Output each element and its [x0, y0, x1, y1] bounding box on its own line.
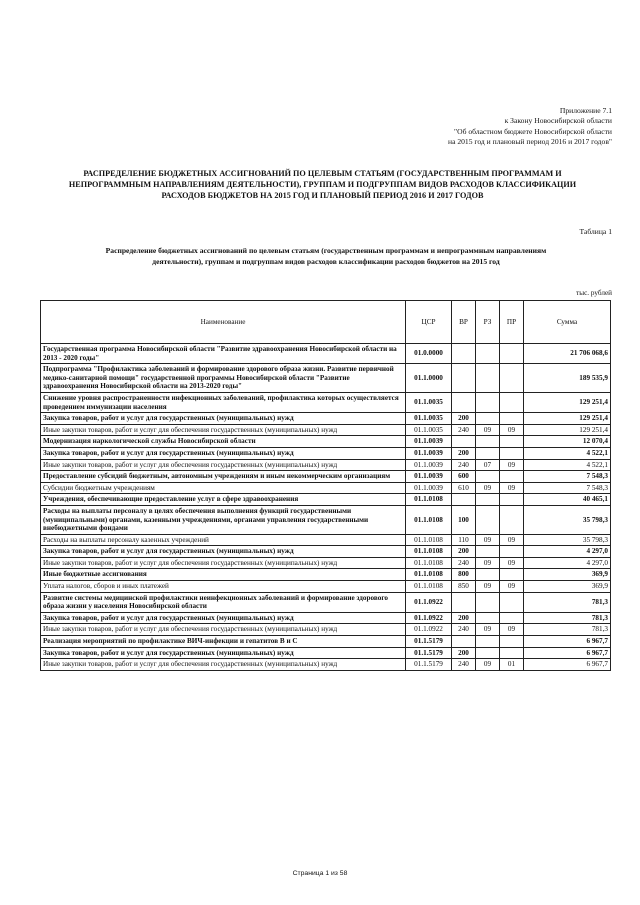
title-line: РАСПРЕДЕЛЕНИЕ БЮДЖЕТНЫХ АССИГНОВАНИЙ ПО ЦЕЛЕВЫМ СТАТЬЯМ (ГОСУДАРСТВЕННЫМ ПРОГРАММАМ И: [83, 169, 562, 178]
cell-pr: 09: [500, 624, 524, 636]
cell-pr: [500, 647, 524, 659]
cell-name: Иные закупки товаров, работ и услуг для обеспечения государственных (муниципальных) нужд: [41, 557, 406, 569]
cell-pr: [500, 471, 524, 483]
cell-name: Закупка товаров, работ и услуг для государственных (муниципальных) нужд: [41, 546, 406, 558]
title-line: РАСХОДОВ БЮДЖЕТОВ НА 2015 ГОД И ПЛАНОВЫЙ ПЕРИОД 2016 И 2017 ГОДОВ: [161, 191, 484, 200]
cell-name: Предоставление субсидий бюджетным, автономным учреждениям и иным некоммерческим организациям: [41, 471, 406, 483]
subtitle-line: Распределение бюджетных ассигнований по целевым статьям (государственным программам и непрограммным направлениям: [105, 246, 547, 255]
cell-pr: 09: [500, 424, 524, 436]
cell-sum: 35 798,3: [524, 534, 611, 546]
cell-rz: [476, 413, 500, 425]
cell-name: Иные бюджетные ассигнования: [41, 569, 406, 581]
cell-pr: [500, 413, 524, 425]
cell-vr: 850: [452, 581, 476, 593]
cell-sum: 129 251,4: [524, 392, 611, 412]
column-header-csr: ЦСР: [406, 301, 452, 344]
table-row: [41, 436, 611, 448]
table-row: [41, 482, 611, 494]
column-header-pr: ПР: [500, 301, 524, 344]
cell-rz: 09: [476, 624, 500, 636]
cell-csr: 01.1.0000: [406, 364, 452, 393]
cell-pr: [500, 494, 524, 506]
cell-vr: [452, 364, 476, 393]
table-row: [41, 392, 611, 412]
cell-rz: [476, 364, 500, 393]
cell-vr: 240: [452, 624, 476, 636]
cell-vr: [452, 592, 476, 612]
cell-sum: 781,3: [524, 592, 611, 612]
cell-csr: 01.1.0035: [406, 392, 452, 412]
table-row: [41, 459, 611, 471]
cell-pr: [500, 392, 524, 412]
cell-name: Снижение уровня распространенности инфекционных заболеваний, профилактика которых осуществляется проведением иммунизации населения: [41, 392, 406, 412]
cell-csr: 01.1.0039: [406, 459, 452, 471]
cell-sum: 4 297,0: [524, 546, 611, 558]
cell-sum: 189 535,9: [524, 364, 611, 393]
cell-pr: 09: [500, 557, 524, 569]
cell-pr: 09: [500, 459, 524, 471]
cell-name: Государственная программа Новосибирской области "Развитие здравоохранения Новосибирской области на 2013 - 2020 годы": [41, 344, 406, 364]
cell-vr: [452, 344, 476, 364]
cell-pr: [500, 592, 524, 612]
cell-rz: 07: [476, 459, 500, 471]
cell-name: Учреждения, обеспечивающие предоставление услуг в сфере здравоохранения: [41, 494, 406, 506]
table-row: [41, 471, 611, 483]
table-header-row: [41, 301, 611, 344]
cell-sum: 40 465,1: [524, 494, 611, 506]
table-body: [41, 344, 611, 671]
cell-name: Закупка товаров, работ и услуг для государственных (муниципальных) нужд: [41, 612, 406, 624]
cell-vr: 200: [452, 447, 476, 459]
cell-sum: 7 548,3: [524, 471, 611, 483]
cell-pr: [500, 344, 524, 364]
cell-rz: [476, 471, 500, 483]
table-row: [41, 413, 611, 425]
cell-sum: 6 967,7: [524, 636, 611, 648]
table-row: [41, 494, 611, 506]
cell-name: Подпрограмма "Профилактика заболеваний и формирование здорового образа жизни. Развитие первичной медико-санитарной помощи" государственной программы Новосибирской области "Развитие здравоохранения Новосибирской области на 2013-2020 годы": [41, 364, 406, 393]
cell-rz: [476, 392, 500, 412]
cell-rz: 09: [476, 557, 500, 569]
cell-sum: 781,3: [524, 624, 611, 636]
cell-vr: [452, 636, 476, 648]
column-header-sum: Сумма: [524, 301, 611, 344]
cell-vr: 200: [452, 647, 476, 659]
cell-csr: 01.1.0039: [406, 482, 452, 494]
cell-sum: 6 967,7: [524, 659, 611, 671]
appendix-line: Приложение 7.1: [559, 106, 612, 115]
cell-rz: [476, 636, 500, 648]
cell-name: Реализация мероприятий по профилактике ВИЧ-инфекции и гепатитов В и С: [41, 636, 406, 648]
cell-vr: [452, 494, 476, 506]
cell-csr: 01.1.5179: [406, 636, 452, 648]
table-row: [41, 557, 611, 569]
table-row: [41, 592, 611, 612]
cell-csr: 01.1.0039: [406, 447, 452, 459]
table-row: [41, 636, 611, 648]
table-row: [41, 424, 611, 436]
cell-name: Расходы на выплаты персоналу в целях обеспечения выполнения функций государственными (муниципальными) органами, казенными учреждениями, органами управления государственными внебюджетными фондами: [41, 505, 406, 534]
cell-vr: 240: [452, 459, 476, 471]
cell-rz: [476, 592, 500, 612]
table-row: [41, 505, 611, 534]
table-row: [41, 612, 611, 624]
cell-pr: [500, 447, 524, 459]
table-row: [41, 546, 611, 558]
cell-vr: 240: [452, 424, 476, 436]
cell-vr: [452, 436, 476, 448]
cell-name: Иные закупки товаров, работ и услуг для обеспечения государственных (муниципальных) нужд: [41, 424, 406, 436]
units-label: тыс. рублей: [576, 289, 612, 297]
table-row: [41, 581, 611, 593]
cell-csr: 01.1.0108: [406, 546, 452, 558]
cell-vr: 610: [452, 482, 476, 494]
cell-pr: [500, 436, 524, 448]
cell-vr: 200: [452, 612, 476, 624]
cell-csr: 01.1.0108: [406, 557, 452, 569]
table-row: [41, 364, 611, 393]
cell-csr: 01.1.0035: [406, 424, 452, 436]
cell-name: Иные закупки товаров, работ и услуг для обеспечения государственных (муниципальных) нужд: [41, 459, 406, 471]
cell-rz: [476, 546, 500, 558]
appendix-line: на 2015 год и плановый период 2016 и 2017 годов": [448, 137, 612, 147]
cell-rz: 09: [476, 659, 500, 671]
cell-pr: 09: [500, 482, 524, 494]
subtitle-line: деятельности), группам и подгруппам видов расходов классификации расходов бюджетов на 2015 год: [152, 256, 500, 266]
cell-pr: [500, 569, 524, 581]
cell-sum: 129 251,4: [524, 424, 611, 436]
cell-rz: [476, 436, 500, 448]
cell-vr: 200: [452, 546, 476, 558]
cell-name: Развитие системы медицинской профилактики неинфекционных заболеваний и формирование здорового образа жизни у населения Новосибирской области: [41, 592, 406, 612]
cell-sum: 6 967,7: [524, 647, 611, 659]
cell-name: Иные закупки товаров, работ и услуг для обеспечения государственных (муниципальных) нужд: [41, 659, 406, 671]
cell-rz: [476, 612, 500, 624]
cell-csr: 01.0.0000: [406, 344, 452, 364]
table-label: Таблица 1: [579, 227, 612, 236]
table-row: [41, 624, 611, 636]
appendix-line: к Закону Новосибирской области: [504, 116, 612, 126]
column-header-vr: ВР: [452, 301, 476, 344]
cell-rz: 09: [476, 482, 500, 494]
cell-pr: [500, 546, 524, 558]
cell-sum: 7 548,3: [524, 482, 611, 494]
cell-vr: 800: [452, 569, 476, 581]
cell-name: Закупка товаров, работ и услуг для государственных (муниципальных) нужд: [41, 647, 406, 659]
cell-rz: [476, 569, 500, 581]
cell-rz: [476, 447, 500, 459]
cell-sum: 4 522,1: [524, 447, 611, 459]
cell-name: Модернизация наркологической службы Новосибирской области: [41, 436, 406, 448]
table-row: [41, 534, 611, 546]
table-row: [41, 447, 611, 459]
cell-name: Субсидии бюджетным учреждениям: [41, 482, 406, 494]
document-title: [40, 168, 605, 201]
cell-sum: 21 706 068,6: [524, 344, 611, 364]
cell-csr: 01.1.0108: [406, 494, 452, 506]
table-row: [41, 569, 611, 581]
cell-rz: [476, 647, 500, 659]
cell-name: Уплата налогов, сборов и иных платежей: [41, 581, 406, 593]
cell-pr: 09: [500, 581, 524, 593]
cell-csr: 01.1.5179: [406, 659, 452, 671]
cell-pr: [500, 636, 524, 648]
column-header-rz: РЗ: [476, 301, 500, 344]
cell-vr: 240: [452, 659, 476, 671]
table-row: [41, 647, 611, 659]
cell-pr: 01: [500, 659, 524, 671]
cell-pr: 09: [500, 534, 524, 546]
cell-csr: 01.1.0922: [406, 612, 452, 624]
cell-sum: 129 251,4: [524, 413, 611, 425]
table-subtitle: [56, 246, 596, 267]
appendix-line: "Об областном бюджете Новосибирской области: [454, 126, 612, 136]
appendix-header: [352, 106, 612, 148]
table-row: [41, 344, 611, 364]
cell-name: Расходы на выплаты персоналу казенных учреждений: [41, 534, 406, 546]
cell-pr: [500, 505, 524, 534]
cell-pr: [500, 364, 524, 393]
cell-sum: 35 798,3: [524, 505, 611, 534]
cell-vr: 200: [452, 413, 476, 425]
cell-rz: [476, 344, 500, 364]
cell-name: Иные закупки товаров, работ и услуг для обеспечения государственных (муниципальных) нужд: [41, 624, 406, 636]
cell-rz: 09: [476, 424, 500, 436]
cell-csr: 01.1.5179: [406, 647, 452, 659]
cell-sum: 369,9: [524, 581, 611, 593]
cell-vr: 110: [452, 534, 476, 546]
cell-rz: 09: [476, 534, 500, 546]
cell-sum: 4 522,1: [524, 459, 611, 471]
cell-csr: 01.1.0039: [406, 436, 452, 448]
cell-csr: 01.1.0922: [406, 592, 452, 612]
cell-rz: [476, 505, 500, 534]
cell-csr: 01.1.0035: [406, 413, 452, 425]
cell-vr: 100: [452, 505, 476, 534]
cell-vr: 240: [452, 557, 476, 569]
page-footer: Страница 1 из 58: [292, 870, 348, 877]
cell-csr: 01.1.0039: [406, 471, 452, 483]
cell-sum: 369,9: [524, 569, 611, 581]
cell-sum: 4 297,0: [524, 557, 611, 569]
cell-csr: 01.1.0108: [406, 505, 452, 534]
cell-vr: 600: [452, 471, 476, 483]
cell-pr: [500, 612, 524, 624]
cell-sum: 781,3: [524, 612, 611, 624]
budget-table: [40, 300, 611, 671]
cell-sum: 12 070,4: [524, 436, 611, 448]
cell-rz: 09: [476, 581, 500, 593]
cell-name: Закупка товаров, работ и услуг для государственных (муниципальных) нужд: [41, 447, 406, 459]
cell-vr: [452, 392, 476, 412]
cell-name: Закупка товаров, работ и услуг для государственных (муниципальных) нужд: [41, 413, 406, 425]
title-line: НЕПРОГРАММНЫМ НАПРАВЛЕНИЯМ ДЕЯТЕЛЬНОСТИ), ГРУППАМ И ПОДГРУППАМ ВИДОВ РАСХОДОВ КЛАССИФИКАЦИИ: [68, 180, 577, 189]
cell-csr: 01.1.0922: [406, 624, 452, 636]
cell-csr: 01.1.0108: [406, 569, 452, 581]
cell-csr: 01.1.0108: [406, 534, 452, 546]
column-header-name: Наименование: [41, 301, 406, 344]
cell-rz: [476, 494, 500, 506]
table-row: [41, 659, 611, 671]
cell-csr: 01.1.0108: [406, 581, 452, 593]
